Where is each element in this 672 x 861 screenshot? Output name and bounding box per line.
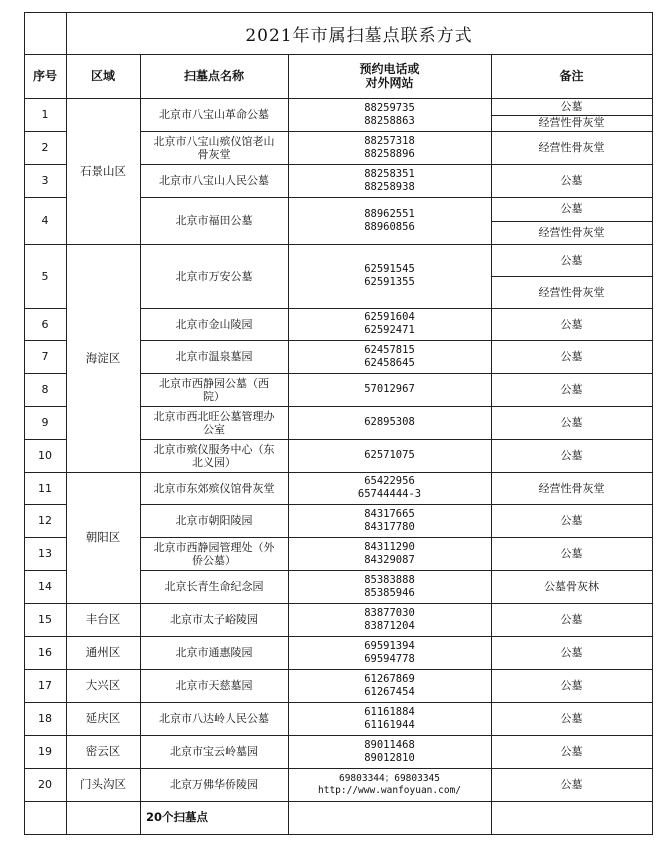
grid-line [140, 669, 652, 670]
grid-line [140, 768, 652, 769]
cell-text [142, 270, 286, 283]
contact-phone [288, 504, 491, 537]
cell-text [142, 135, 286, 161]
grid-line [66, 768, 140, 769]
note-cell: 公墓 [560, 679, 583, 692]
cell-text [142, 350, 286, 363]
row-index: 13 [38, 547, 52, 560]
cell-text [142, 214, 286, 227]
text-line: 北京市八宝山殡仪馆老山 [153, 134, 275, 148]
site-name [140, 340, 288, 373]
cell-text [288, 62, 491, 90]
grid-line [24, 439, 66, 440]
district-cell: 海淀区 [85, 350, 121, 365]
site-name [140, 702, 288, 735]
grid-line [140, 636, 652, 637]
cell-text [290, 541, 489, 567]
grid-line [140, 164, 652, 165]
header-contact [288, 54, 491, 98]
text-line: 62591604 [364, 311, 415, 323]
note-cell: 经营性骨灰堂 [538, 285, 605, 299]
grid-line [140, 570, 652, 571]
site-name [140, 603, 288, 636]
grid-line [140, 439, 652, 440]
grid-line [140, 603, 652, 604]
row-index: 7 [41, 350, 49, 363]
note-cell: 公墓 [560, 514, 583, 527]
text-line: 88258896 [364, 147, 415, 160]
grid-line [24, 669, 66, 670]
header-note: 备注 [559, 69, 584, 83]
text-line: 62591545 [364, 263, 415, 275]
text-line: 北京长青生命纪念园 [164, 580, 264, 593]
district-cell: 丰台区 [85, 612, 121, 626]
grid-line [24, 636, 66, 637]
contact-phone [288, 768, 491, 801]
district-cell: 密云区 [85, 744, 121, 758]
cell-text [142, 174, 286, 187]
grid-line [24, 504, 66, 505]
district-cell: 通州区 [85, 645, 121, 659]
note-cell: 公墓骨灰林 [544, 580, 599, 593]
district-cell: 朝阳区 [85, 530, 121, 544]
cell-text [142, 613, 286, 626]
text-line: 北京市八达岭人民公墓 [159, 712, 269, 725]
grid-line [24, 12, 25, 834]
text-line: 61161944 [364, 718, 415, 731]
grid-line [66, 735, 140, 736]
note-cell: 公墓 [560, 253, 583, 267]
text-line: 83871204 [364, 619, 415, 632]
text-line: 北京市宝云岭墓园 [170, 745, 258, 758]
grid-line [24, 244, 66, 245]
text-line: 88960856 [364, 220, 415, 233]
cell-text [290, 311, 489, 337]
grid-line [24, 472, 66, 473]
grid-line [140, 702, 652, 703]
contact-phone [288, 537, 491, 570]
cell-text [142, 646, 286, 659]
text-line: 北京市殡仪服务中心（东 [153, 442, 275, 456]
grid-line [140, 197, 652, 198]
text-line: 65422956 [364, 475, 415, 487]
note-cell: 公墓 [560, 99, 583, 113]
grid-line [24, 131, 66, 132]
cell-text [290, 135, 489, 161]
grid-line [66, 669, 140, 670]
row-index: 11 [38, 481, 52, 495]
grid-line [24, 164, 66, 165]
cell-text [290, 640, 489, 666]
grid-line [491, 221, 652, 222]
text-line: 62457815 [364, 343, 415, 356]
text-line: 62458645 [364, 356, 415, 369]
grid-line [491, 115, 652, 116]
grid-line [140, 54, 141, 834]
cell-text [142, 443, 286, 469]
text-line: 61267869 [364, 672, 415, 685]
text-line: 84329087 [364, 553, 415, 566]
text-line: 88257318 [364, 134, 415, 147]
text-line: 61161884 [364, 705, 415, 718]
grid-line [24, 537, 66, 538]
note-cell: 经营性骨灰堂 [538, 141, 605, 154]
text-line: 89011468 [364, 738, 415, 751]
row-index: 12 [38, 514, 52, 527]
grid-line [66, 472, 140, 473]
text-line: 北京市天慈墓园 [175, 679, 253, 692]
total-count: 20个扫墓点 [145, 810, 208, 824]
row-index: 9 [41, 416, 49, 429]
grid-line [66, 702, 140, 703]
row-index: 6 [41, 317, 49, 331]
header-index: 序号 [32, 69, 57, 83]
note-cell: 经营性骨灰堂 [538, 116, 605, 130]
site-name [140, 537, 288, 570]
text-line: 62591355 [364, 276, 415, 288]
contact-phone [288, 308, 491, 340]
header-district: 区域 [90, 69, 115, 83]
text-line: 院） [203, 389, 225, 403]
header-site: 扫墓点名称 [183, 69, 244, 83]
text-line: 公室 [203, 422, 225, 436]
text-line: 85383888 [364, 573, 415, 586]
text-line: 北京市温泉墓园 [175, 350, 253, 363]
text-line: 北京市朝阳陵园 [175, 514, 253, 527]
text-line: 对外网站 [365, 76, 414, 90]
row-index: 18 [38, 712, 52, 725]
text-line: 88258351 [364, 167, 415, 180]
text-line: 北义园） [192, 455, 236, 469]
text-line: 84311290 [364, 540, 415, 553]
note-cell: 公墓 [560, 613, 583, 626]
site-name [140, 164, 288, 197]
contact-phone [288, 669, 491, 702]
row-index: 5 [41, 269, 49, 283]
site-name [140, 636, 288, 669]
text-line: 69591394 [364, 639, 415, 652]
cell-text [142, 745, 286, 758]
cell-text [290, 673, 489, 699]
row-index: 8 [41, 383, 49, 396]
note-cell: 公墓 [560, 547, 583, 560]
grid-line [66, 603, 140, 604]
note-cell: 公墓 [560, 712, 583, 725]
table-title: 2021年市属扫墓点联系方式 [245, 25, 473, 46]
grid-line [288, 54, 289, 834]
row-index: 10 [38, 449, 52, 462]
grid-line [652, 12, 653, 835]
text-line: 65744444-3 [357, 488, 422, 500]
site-name [140, 244, 288, 308]
site-name [140, 131, 288, 164]
cell-text [142, 541, 286, 567]
grid-line [140, 308, 652, 309]
row-index: 1 [41, 108, 49, 121]
grid-line [24, 801, 652, 802]
note-cell: 公墓 [560, 778, 583, 791]
cell-text [142, 482, 286, 495]
text-line: 85385946 [364, 586, 415, 599]
site-name [140, 768, 288, 801]
row-index: 2 [41, 141, 49, 154]
grid-line [140, 504, 652, 505]
grid-line [140, 406, 652, 407]
note-cell: 公墓 [560, 646, 583, 659]
cell-text [290, 706, 489, 732]
grid-line [140, 244, 652, 245]
cell-text [290, 208, 489, 234]
text-line: 北京市通惠陵园 [175, 646, 253, 659]
note-cell: 公墓 [560, 350, 583, 363]
contact-phone [288, 373, 491, 406]
cell-text [290, 383, 489, 396]
cell-text [142, 410, 286, 436]
grid-line [66, 12, 67, 834]
cell-text [142, 318, 286, 331]
grid-line [24, 98, 652, 99]
cell-text [290, 344, 489, 370]
note-cell: 公墓 [560, 449, 583, 462]
contact-phone [288, 603, 491, 636]
contact-phone [288, 244, 491, 308]
text-line: 69594778 [364, 652, 415, 665]
cell-text [290, 773, 489, 797]
site-name [140, 504, 288, 537]
text-line: 88962551 [364, 207, 415, 220]
text-line: 北京市万安公墓 [175, 269, 253, 283]
text-line: 侨公墓） [192, 553, 236, 567]
note-cell: 公墓 [560, 174, 583, 187]
text-line: 北京市金山陵园 [175, 317, 253, 331]
note-cell: 公墓 [560, 317, 583, 331]
text-line: http://www.wanfoyuan.com/ [318, 784, 461, 796]
text-line: 62592471 [364, 324, 415, 336]
site-name [140, 570, 288, 603]
text-line: 北京市八宝山人民公墓 [159, 174, 269, 187]
site-name [140, 669, 288, 702]
text-line: 北京市西静园管理处（外 [153, 540, 275, 554]
district-cell: 石景山区 [80, 163, 126, 178]
contact-phone [288, 164, 491, 197]
note-cell: 公墓 [560, 416, 583, 429]
text-line: 84317780 [364, 520, 415, 533]
cell-text [290, 416, 489, 429]
grid-line [24, 768, 66, 769]
grid-line [140, 472, 652, 473]
cell-text [290, 739, 489, 765]
grid-line [140, 131, 652, 132]
cell-text [290, 508, 489, 534]
text-line: 61267454 [364, 685, 415, 698]
district-cell: 大兴区 [85, 678, 121, 692]
grid-line [24, 406, 66, 407]
contact-phone [288, 131, 491, 164]
row-index: 17 [38, 679, 52, 692]
text-line: 北京市八宝山革命公墓 [159, 108, 269, 121]
note-cell: 公墓 [560, 383, 583, 396]
grid-line [24, 702, 66, 703]
contact-phone [288, 735, 491, 768]
text-line: 北京市西静园公墓（西 [159, 376, 269, 390]
site-name [140, 373, 288, 406]
grid-line [66, 636, 140, 637]
grid-line [24, 834, 653, 835]
site-name [140, 472, 288, 504]
grid-line [140, 735, 652, 736]
text-line: 88258938 [364, 180, 415, 193]
row-index: 14 [38, 580, 52, 593]
district-cell: 延庆区 [85, 711, 121, 725]
cell-text [290, 102, 489, 128]
note-cell: 公墓 [560, 202, 583, 216]
grid-line [24, 373, 66, 374]
grid-line [24, 308, 66, 309]
site-name [140, 98, 288, 131]
contact-phone [288, 98, 491, 131]
contact-phone [288, 340, 491, 373]
cell-text [290, 168, 489, 194]
cell-text [290, 607, 489, 633]
cell-text [142, 108, 286, 121]
grid-line [140, 340, 652, 341]
text-line: 北京市东郊殡仪馆骨灰堂 [153, 481, 275, 495]
text-line: 69803344；69803345 [338, 772, 440, 784]
text-line: 62571075 [364, 449, 415, 461]
contact-table [24, 12, 652, 845]
text-line: 预约电话或 [359, 62, 420, 76]
grid-line [491, 54, 492, 834]
row-index: 20 [38, 778, 52, 791]
site-name [140, 197, 288, 244]
cell-text [142, 514, 286, 527]
grid-line [491, 276, 652, 277]
grid-line [66, 244, 140, 245]
grid-line [24, 340, 66, 341]
note-cell: 经营性骨灰堂 [538, 225, 605, 239]
cell-text [290, 475, 489, 501]
cell-text [290, 574, 489, 600]
contact-phone [288, 439, 491, 472]
row-index: 3 [41, 174, 49, 187]
text-line: 84317665 [364, 507, 415, 520]
grid-line [24, 12, 652, 13]
text-line: 62895308 [364, 416, 415, 428]
text-line: 骨灰堂 [197, 147, 231, 161]
grid-line [24, 735, 66, 736]
row-index: 16 [38, 646, 52, 659]
text-line: 北京万佛华侨陵园 [170, 778, 258, 791]
row-index: 4 [41, 214, 49, 227]
grid-line [24, 570, 66, 571]
row-index: 15 [38, 613, 52, 626]
district-cell: 门头沟区 [80, 777, 126, 791]
cell-text [142, 712, 286, 725]
grid-line [24, 603, 66, 604]
cell-text [142, 679, 286, 692]
site-name [140, 735, 288, 768]
text-line: 北京市西北旺公墓管理办 [153, 409, 275, 423]
note-cell: 公墓 [560, 745, 583, 758]
site-name [140, 308, 288, 340]
cell-text [142, 377, 286, 403]
text-line: 88259735 [364, 101, 415, 114]
cell-text [142, 778, 286, 791]
cell-text [142, 580, 286, 593]
cell-text [290, 263, 489, 289]
grid-line [140, 373, 652, 374]
row-index: 19 [38, 745, 52, 758]
contact-phone [288, 636, 491, 669]
site-name [140, 439, 288, 472]
contact-phone [288, 702, 491, 735]
grid-line [24, 197, 66, 198]
text-line: 北京市福田公墓 [175, 214, 253, 227]
text-line: 89012810 [364, 751, 415, 764]
contact-phone [288, 472, 491, 504]
contact-phone [288, 406, 491, 439]
text-line: 83877030 [364, 606, 415, 619]
note-cell: 经营性骨灰堂 [538, 481, 605, 495]
site-name [140, 406, 288, 439]
cell-text [290, 449, 489, 462]
text-line: 57012967 [364, 383, 415, 395]
text-line: 88258863 [364, 114, 415, 127]
contact-phone [288, 197, 491, 244]
grid-line [24, 54, 652, 55]
contact-phone [288, 570, 491, 603]
grid-line [140, 537, 652, 538]
text-line: 北京市太子峪陵园 [170, 613, 258, 626]
